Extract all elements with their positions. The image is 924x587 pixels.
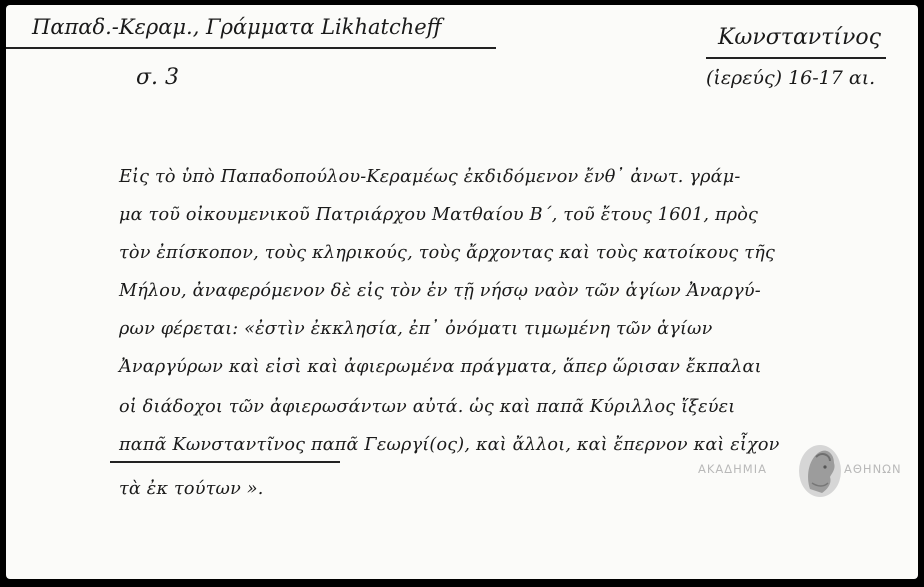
body-line: Ἀναργύρων καὶ εἰσὶ καὶ ἀφιερωμένα πράγματα, ἅπερ ὥρισαν ἔκπαλαι [119,357,762,377]
academy-watermark [696,443,908,503]
watermark-right-text: ΑΘΗΝΩΝ [844,462,902,476]
body-line: παπᾶ Κωνσταντῖνος παπᾶ Γεωργί(ος), καὶ ἄλλοι, καὶ ἔπερνον καὶ εἶχον [119,435,780,455]
entry-name: Κωνσταντίνος [718,25,881,50]
body-line: τὰ ἐκ τούτων ». [119,479,264,499]
card-source-title: Παπαδ.-Κεραμ., Γράμματα Likhatcheff [32,15,442,39]
body-line: ρων φέρεται: «ἐστὶν ἐκκλησία, ἐπ᾽ ὀνόματι τιμωμένη τῶν ἁγίων [119,319,713,339]
name-underline [110,461,340,463]
body-line: Εἰς τὸ ὑπὸ Παπαδοπούλου-Κεραμέως ἐκδιδόμενον ἔνθ᾽ ἀνωτ. γράμ- [119,167,741,187]
body-line: οἱ διάδοχοι τῶν ἀφιερωσάντων αὐτά. ὡς καὶ παπᾶ Κύριλλος ἴξεύει [119,397,736,417]
body-line: τὸν ἐπίσκοπον, τοὺς κληρικούς, τοὺς ἄρχοντας καὶ τοὺς κατοίκους τῆς [119,243,776,263]
header-left-rule [6,47,496,49]
page-number: σ. 3 [136,65,180,90]
athena-head-seal-icon [796,443,844,499]
index-card [6,5,918,579]
entry-subtitle: (ἱερεύς) 16-17 αι. [706,67,876,89]
header-right-rule [706,57,886,59]
watermark-left-text: ΑΚΑΔΗΜΙΑ [698,462,767,476]
body-line: Μήλου, ἀναφερόμενον δὲ εἰς τὸν ἐν τῇ νήσῳ ναὸν τῶν ἁγίων Ἀναργύ- [119,281,761,301]
body-line: μα τοῦ οἰκουμενικοῦ Πατριάρχου Ματθαίου Β΄, τοῦ ἔτους 1601, πρὸς [119,205,759,225]
